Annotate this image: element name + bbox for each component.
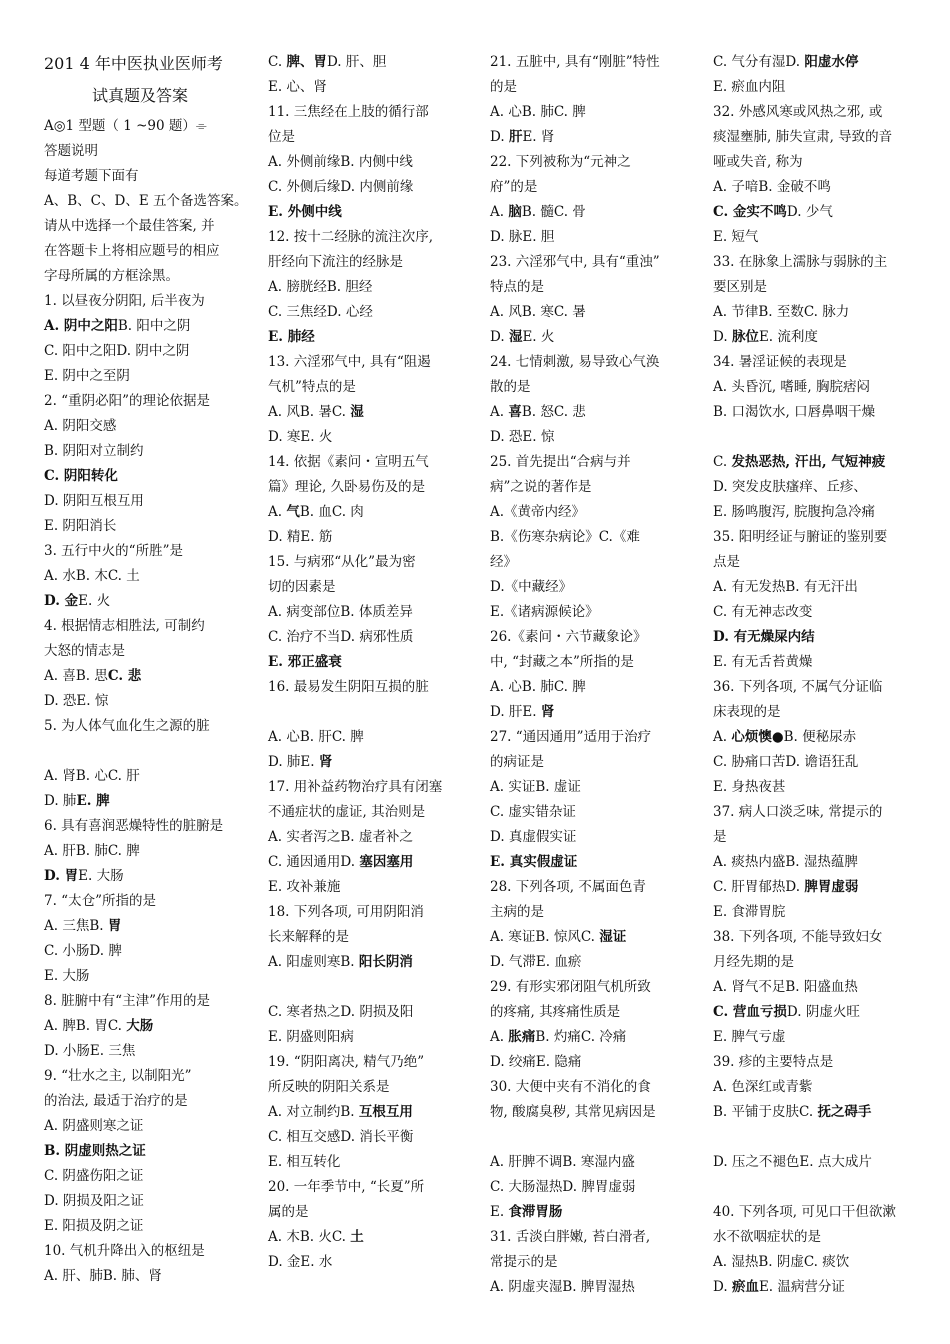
text-line: E.《诸病源候论》 (490, 604, 599, 620)
text-line: C. 脾、胃D. 肝、胆 (268, 54, 387, 70)
text-line: A. 胀痛B. 灼痛C. 冷痛 (490, 1029, 627, 1045)
text-line: 切的因素是 (268, 579, 336, 595)
text-line: 属的是 (268, 1204, 309, 1220)
text-line: A. 阴中之阳B. 阳中之阴 (44, 318, 191, 334)
text-line: 16. 最易发生阴阳互损的脏 (268, 679, 429, 695)
text-line: D. 绞痛E. 隐痛 (490, 1054, 582, 1070)
text-line: A. 阴虚夹湿B. 脾胃湿热 (490, 1279, 635, 1295)
text-line: 37. 病人口淡乏味, 常提示的 (713, 804, 883, 820)
text-line: C. 通因通用D. 塞因塞用 (268, 854, 414, 870)
text-line: 病”之说的著作是 (490, 479, 592, 495)
text-line: 34. 暑淫证候的表现是 (713, 354, 847, 370)
text-line: A. 水B. 木C. 土 (44, 568, 140, 584)
text-line: A. 痰热内盛B. 湿热蕴脾 (713, 854, 858, 870)
text-line: A. 心B. 肺C. 脾 (490, 679, 586, 695)
text-line: 1. 以昼夜分阴阳, 后半夜为 (44, 293, 205, 309)
text-line: E. 瘀血内阻 (713, 79, 786, 95)
text-line: A. 膀胱经B. 胆经 (268, 279, 373, 295)
text-line: A. 子喑B. 金破不鸣 (713, 179, 831, 195)
text-line: 19. “阴阳离决, 精气乃绝” (268, 1054, 425, 1070)
text-line: C. 三焦经D. 心经 (268, 304, 373, 320)
text-line: 25. 首先提出“合病与并 (490, 454, 631, 470)
text-line (713, 1125, 928, 1150)
text-line: 17. 用补益药物治疗具有闭塞 (268, 779, 443, 795)
column-4 (713, 50, 928, 1300)
text-line: A. 喜B. 思C. 悲 (44, 668, 142, 684)
text-line: 字母所属的方框涂黑。 (44, 268, 179, 284)
text-line: C. 阴盛伤阳之证 (44, 1168, 144, 1184)
text-line: D. 气滞E. 血瘀 (490, 954, 582, 970)
text-line: D. 真虚假实证 (490, 829, 577, 845)
text-line: 月经先期的是 (713, 954, 794, 970)
text-line: C. 有无神志改变 (713, 604, 813, 620)
text-line: 痰湿壅肺, 肺失宣肃, 导致的音 (713, 129, 893, 145)
text-line: 28. 下列各项, 不属面色青 (490, 879, 646, 895)
text-line (44, 739, 259, 764)
column-2 (268, 50, 483, 1275)
text-line: 20. 一年季节中, “长夏”所 (268, 1179, 425, 1195)
text-line: 的治法, 最适于治疗的是 (44, 1093, 188, 1109)
text-line: A. 喜B. 怒C. 悲 (490, 404, 586, 420)
text-line: D. 金E. 水 (268, 1254, 333, 1270)
text-line: A. 外侧前缘B. 内侧中线 (268, 154, 413, 170)
column-1-body (44, 114, 259, 1289)
text-line: 22. 下列被称为“元神之 (490, 154, 631, 170)
text-line: D.《中藏经》 (490, 579, 573, 595)
text-line: E. 攻补兼施 (268, 879, 341, 895)
document-title-line-1: 201 4 年中医执业医师考 (44, 54, 223, 73)
text-line: C. 小肠D. 脾 (44, 943, 122, 959)
text-line: D. 湿E. 火 (490, 329, 555, 345)
text-line: D. 寒E. 火 (268, 429, 333, 445)
text-line: D. 肝E. 肾 (490, 704, 555, 720)
text-line: D. 精E. 筋 (268, 529, 333, 545)
text-line: E. 短气 (713, 229, 759, 245)
text-line: 所反映的阴阳关系是 (268, 1079, 390, 1095)
text-line: D. 肺E. 脾 (44, 793, 110, 809)
text-line: D. 阴阳互根互用 (44, 493, 144, 509)
text-line: A. 心烦懊●B. 便秘尿赤 (713, 729, 857, 745)
text-line: A. 寒证B. 惊风C. 湿证 (490, 929, 627, 945)
text-line: A. 心B. 肝C. 脾 (268, 729, 364, 745)
text-line: D. 小肠E. 三焦 (44, 1043, 136, 1059)
text-line: E. 心、肾 (268, 79, 327, 95)
text-line: 11. 三焦经在上肢的循行部 (268, 104, 429, 120)
text-line: A. 风B. 寒C. 暑 (490, 304, 586, 320)
text-line: 要区别是 (713, 279, 767, 295)
text-line: E. 身热夜甚 (713, 779, 786, 795)
text-line: 长来解释的是 (268, 929, 349, 945)
text-line: 不通症状的虚证, 其治则是 (268, 804, 426, 820)
text-line: C. 肝胃郁热D. 脾胃虚弱 (713, 879, 859, 895)
column-1 (44, 50, 259, 1289)
text-line: E. 阴中之至阴 (44, 368, 130, 384)
text-line: C. 寒者热之D. 阴损及阳 (268, 1004, 414, 1020)
text-line: E. 肺经 (268, 329, 315, 345)
text-line: 12. 按十二经脉的流注次序, (268, 229, 434, 245)
text-line: D. 压之不褪色E. 点大成片 (713, 1154, 872, 1170)
text-line: A. 头昏沉, 嗜睡, 胸脘痞闷 (713, 379, 870, 395)
text-line: 府”的是 (490, 179, 538, 195)
text-line: D. 恐E. 惊 (44, 693, 109, 709)
text-line: E. 大肠 (44, 968, 90, 984)
text-line: 39. 疹的主要特点是 (713, 1054, 834, 1070)
text-line: A. 肾B. 心C. 肝 (44, 768, 140, 784)
text-line: 24. 七情刺激, 易导致心气涣 (490, 354, 660, 370)
text-line: A. 有无发热B. 有无汗出 (713, 579, 858, 595)
text-line: A、B、C、D、E 五个备选答案。 (44, 193, 248, 209)
text-line (268, 975, 483, 1000)
text-line: E. 食滞胃脘 (713, 904, 786, 920)
text-line: 经》 (490, 554, 517, 570)
text-line: C. 相互交感D. 消长平衡 (268, 1129, 414, 1145)
text-line: 位是 (268, 129, 295, 145)
text-line (713, 425, 928, 450)
text-line: 32. 外感风寒或风热之邪, 或 (713, 104, 883, 120)
text-line: D. 恐E. 惊 (490, 429, 555, 445)
text-line: 点是 (713, 554, 740, 570)
text-line: 26.《素问・六节藏象论》 (490, 629, 647, 645)
text-line: C. 虚实错杂证 (490, 804, 576, 820)
text-line: E. 阴阳消长 (44, 518, 117, 534)
text-line: 物, 酸腐臭秽, 其常见病因是 (490, 1104, 656, 1120)
text-line: C. 阳中之阳D. 阴中之阴 (44, 343, 190, 359)
text-line (268, 700, 483, 725)
text-line: 特点的是 (490, 279, 544, 295)
text-line: 38. 下列各项, 不能导致妇女 (713, 929, 883, 945)
text-line: 主病的是 (490, 904, 544, 920)
text-line: 4. 根据情志相胜法, 可制约 (44, 618, 205, 634)
text-line: D. 脉位E. 流利度 (713, 329, 818, 345)
text-line: 常提示的是 (490, 1254, 558, 1270)
text-line: 33. 在脉象上濡脉与弱脉的主 (713, 254, 888, 270)
text-line: A. 阴盛则寒之证 (44, 1118, 144, 1134)
text-line: 29. 有形实邪闭阻气机所致 (490, 979, 651, 995)
text-line: B. 平铺于皮肤C. 抚之碍手 (713, 1104, 872, 1120)
text-line: A. 肝B. 肺C. 脾 (44, 843, 140, 859)
text-line: A. 实者泻之B. 虚者补之 (268, 829, 413, 845)
text-line: D. 突发皮肤瘙痒、丘疹、 (713, 479, 867, 495)
text-line: D. 胃E. 大肠 (44, 868, 124, 884)
text-line: 9. “壮水之主, 以制阳光” (44, 1068, 192, 1084)
text-line: E. 阳损及阴之证 (44, 1218, 144, 1234)
text-line: A. 湿热B. 阴虚C. 痰饮 (713, 1254, 850, 1270)
text-line: 散的是 (490, 379, 531, 395)
text-line: D. 有无燥屎内结 (713, 629, 815, 645)
text-line: A. 木B. 火C. 土 (268, 1229, 364, 1245)
text-line: A. 脑B. 髓C. 骨 (490, 204, 586, 220)
text-line: 10. 气机升降出入的枢纽是 (44, 1243, 205, 1259)
text-line (490, 1125, 705, 1150)
text-line: 2. “重阴必阳”的理论依据是 (44, 393, 210, 409)
text-line: A. 阳虚则寒B. 阳长阴消 (268, 954, 413, 970)
text-line: 27. “通因通用”适用于治疗 (490, 729, 652, 745)
text-line: 31. 舌淡白胖嫩, 苔白滑者, (490, 1229, 651, 1245)
text-line: C. 阴阳转化 (44, 468, 118, 484)
text-line: 每道考题下面有 (44, 168, 139, 184)
column-3 (490, 50, 705, 1300)
text-line: E. 真实假虚证 (490, 854, 578, 870)
text-line: D. 阴损及阳之证 (44, 1193, 144, 1209)
text-line: E. 食滞胃肠 (490, 1204, 563, 1220)
text-line: D. 肺E. 肾 (268, 754, 333, 770)
text-line: 的病证是 (490, 754, 544, 770)
text-line: 18. 下列各项, 可用阴阳消 (268, 904, 424, 920)
text-line: 床表现的是 (713, 704, 781, 720)
text-line: E. 外侧中线 (268, 204, 342, 220)
text-line: E. 阴盛则阳病 (268, 1029, 354, 1045)
text-line: C. 营血亏损D. 阴虚火旺 (713, 1004, 860, 1020)
text-line: 肝经向下流注的经脉是 (268, 254, 403, 270)
text-line: D. 金E. 火 (44, 593, 111, 609)
text-line: B. 阴虚则热之证 (44, 1143, 146, 1159)
text-line: C. 治疗不当D. 病邪性质 (268, 629, 414, 645)
text-line: C. 气分有湿D. 阳虚水停 (713, 54, 859, 70)
text-line: D. 肝E. 肾 (490, 129, 555, 145)
text-line: A. 三焦B. 胃 (44, 918, 122, 934)
text-line: 答题说明 (44, 143, 98, 159)
text-line: E. 有无舌苔黄燥 (713, 654, 813, 670)
text-line: C. 外侧后缘D. 内侧前缘 (268, 179, 414, 195)
text-line: E. 脾气亏虚 (713, 1029, 786, 1045)
text-line: 15. 与病邪“从化”最为密 (268, 554, 416, 570)
text-line: A. 肝脾不调B. 寒湿内盛 (490, 1154, 635, 1170)
text-line: 23. 六淫邪气中, 具有“重浊” (490, 254, 660, 270)
text-line: D. 瘀血E. 温病营分证 (713, 1279, 845, 1295)
text-line: B.《伤寒杂病论》C.《难 (490, 529, 640, 545)
text-line: B. 口渴饮水, 口唇鼻咽干燥 (713, 404, 876, 420)
text-line: 是 (713, 829, 727, 845)
text-line: E. 肠鸣腹泻, 脘腹拘急冷痛 (713, 504, 876, 520)
text-line: D. 脉E. 胆 (490, 229, 555, 245)
text-line: E. 相互转化 (268, 1154, 341, 1170)
text-line: 的疼痛, 其疼痛性质是 (490, 1004, 621, 1020)
text-line: 请从中选择一个最佳答案, 并 (44, 218, 215, 234)
text-line: A. 阴阳交感 (44, 418, 117, 434)
text-line: A. 心B. 肺C. 脾 (490, 104, 586, 120)
text-line: A. 风B. 暑C. 湿 (268, 404, 364, 420)
text-line: 哑或失音, 称为 (713, 154, 803, 170)
text-line: 21. 五脏中, 具有“刚脏”特性 (490, 54, 660, 70)
text-line: B. 阴阳对立制约 (44, 443, 144, 459)
text-line: 14. 依据《素问・宣明五气 (268, 454, 429, 470)
text-line: 30. 大便中夹有不消化的食 (490, 1079, 651, 1095)
text-line: C. 胁痛口苦D. 谵语狂乱 (713, 754, 859, 770)
text-line: C. 金实不鸣D. 少气 (713, 204, 833, 220)
text-line: 的是 (490, 79, 517, 95)
text-line: 8. 脏腑中有“主津”作用的是 (44, 993, 210, 1009)
text-line: A. 气B. 血C. 肉 (268, 504, 364, 520)
text-line: 7. “太仓”所指的是 (44, 893, 156, 909)
text-line: 篇》理论, 久卧易伤及的是 (268, 479, 426, 495)
text-line: A. 实证B. 虚证 (490, 779, 581, 795)
text-line: 在答题卡上将相应题号的相应 (44, 243, 220, 259)
text-line: A.《黄帝内经》 (490, 504, 586, 520)
text-line: E. 邪正盛衰 (268, 654, 342, 670)
text-line (713, 1175, 928, 1200)
text-line: C. 发热恶热, 汗出, 气短神疲 (713, 454, 886, 470)
text-line: 35. 阳明经证与腑证的鉴别要 (713, 529, 888, 545)
text-line: A. 节律B. 至数C. 脉力 (713, 304, 850, 320)
text-line: A. 色深红或青紫 (713, 1079, 813, 1095)
text-line: A. 肝、肺B. 肺、肾 (44, 1268, 162, 1284)
document-title-line-2: 试真题及答案 (92, 86, 189, 105)
text-line: A. 肾气不足B. 阳盛血热 (713, 979, 858, 995)
text-line: 气机”特点的是 (268, 379, 356, 395)
text-line: 13. 六淫邪气中, 具有“阻遏 (268, 354, 431, 370)
text-line: C. 大肠湿热D. 脾胃虚弱 (490, 1179, 636, 1195)
text-line: A. 对立制约B. 互根互用 (268, 1104, 413, 1120)
text-line: 40. 下列各项, 可见口干但欲漱 (713, 1204, 896, 1220)
text-line: 大怒的情志是 (44, 643, 125, 659)
text-line: 5. 为人体气血化生之源的脏 (44, 718, 210, 734)
text-line: 中, “封藏之本”所指的是 (490, 654, 634, 670)
text-line: 水不欲咽症状的是 (713, 1229, 821, 1245)
text-line: A◎1 型题（ 1 ~90 题）⌯ (44, 118, 207, 134)
text-line: 6. 具有喜润恶燥特性的脏腑是 (44, 818, 224, 834)
text-line: 36. 下列各项, 不属气分证临 (713, 679, 883, 695)
text-line: A. 病变部位B. 体质差异 (268, 604, 413, 620)
text-line: A. 脾B. 胃C. 大肠 (44, 1018, 154, 1034)
text-line: 3. 五行中火的“所胜”是 (44, 543, 183, 559)
